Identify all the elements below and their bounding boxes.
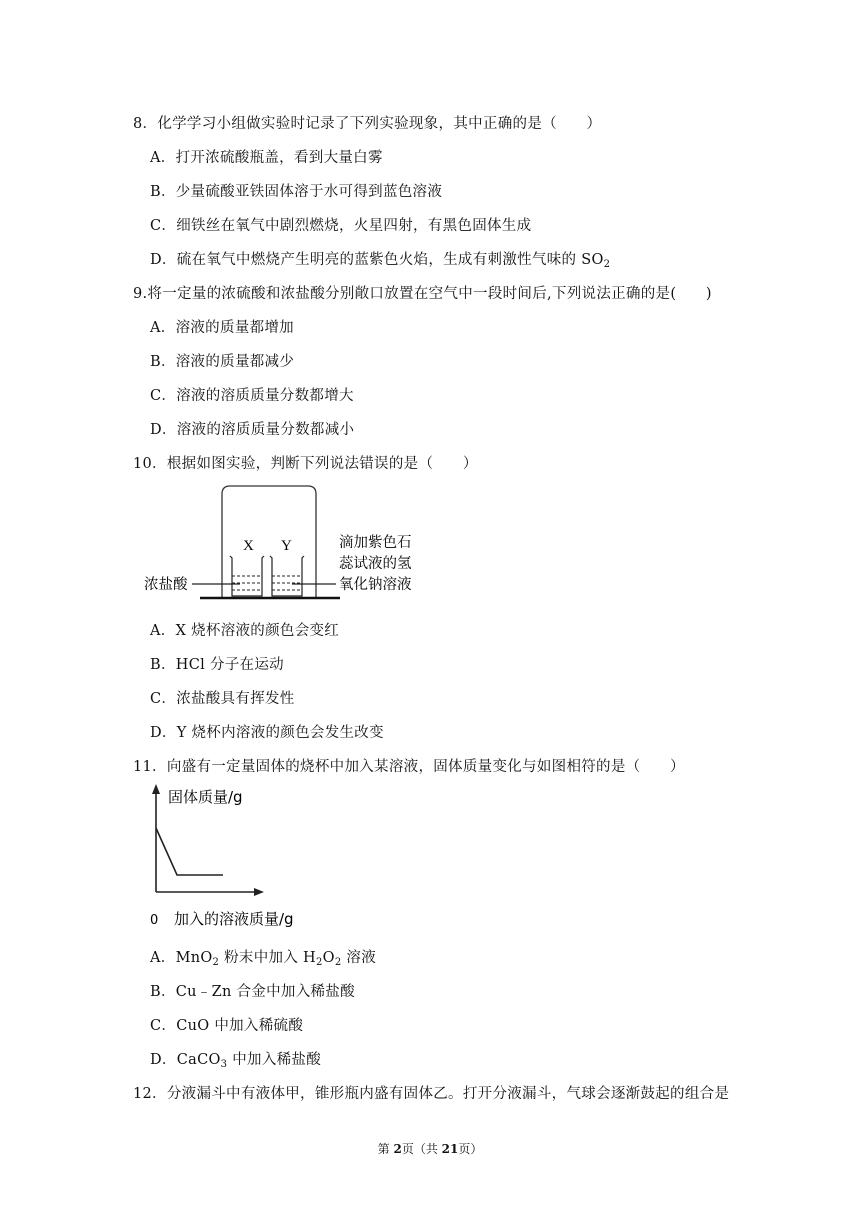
q11-option-a-sub3: 2	[334, 957, 342, 968]
q9-option-c: C．溶液的溶质质量分数都增大	[150, 388, 354, 404]
q11-option-a-sub1: 2	[212, 957, 220, 968]
q11-option-d-part1: D．CaCO	[150, 1052, 221, 1068]
beaker-y-label: Y	[281, 538, 292, 554]
q11-option-a	[150, 946, 376, 968]
q10-option-a: A．X 烧杯溶液的颜色会变红	[150, 623, 340, 639]
q11-option-a-sub2: 2	[315, 957, 323, 968]
q9-option-b: B．溶液的质量都减少	[150, 354, 295, 370]
q8-option-a: A．打开浓硫酸瓶盖，看到大量白雾	[150, 150, 383, 166]
solid-mass-curve	[156, 828, 223, 875]
q11-option-c: C．CuO 中加入稀硫酸	[150, 1018, 304, 1034]
naoh-label-line2: 蕊试液的氢	[339, 556, 412, 572]
q10-option-c: C．浓盐酸具有挥发性	[150, 691, 295, 707]
q8-option-d	[150, 248, 610, 270]
footer-total-pages: 21	[441, 1142, 459, 1156]
q11-option-a-part3: O	[322, 950, 335, 966]
beaker-y	[270, 556, 304, 596]
q9-option-a: A．溶液的质量都增加	[150, 320, 294, 336]
q11-option-d	[150, 1048, 321, 1070]
footer-pre: 第	[377, 1142, 394, 1156]
q11-option-d-part2: 中加入稀盐酸	[227, 1052, 322, 1068]
origin-label: 0	[150, 913, 159, 928]
q8-option-d-text: D．硫在氧气中燃烧产生明亮的蓝紫色火焰，生成有刺激性气味的 SO	[150, 252, 604, 268]
q10-stem: 10．根据如图实验，判断下列说法错误的是（ ）	[133, 456, 478, 472]
beaker-x-label: X	[243, 538, 254, 554]
q11-graph	[140, 782, 320, 930]
y-axis-arrow	[152, 784, 160, 794]
naoh-label-line3: 氧化钠溶液	[339, 577, 412, 593]
q9-option-d: D．溶液的溶质质量分数都减小	[150, 422, 355, 438]
q10-option-b: B．HCl 分子在运动	[150, 657, 284, 673]
y-axis-label: 固体质量/g	[168, 788, 243, 806]
q11-option-a-part2: 粉末中加入 H	[219, 950, 316, 966]
x-axis-label: 加入的溶液质量/g	[174, 910, 294, 928]
x-axis-arrow	[254, 888, 264, 896]
q10-option-d: D．Y 烧杯内溶液的颜色会发生改变	[150, 725, 384, 741]
q8-stem: 8．化学学习小组做实验时记录了下列实验现象，其中正确的是（ ）	[133, 116, 602, 132]
q11-option-d-sub: 3	[220, 1059, 228, 1070]
naoh-label-line1: 滴加紫色石	[339, 535, 412, 551]
footer-mid: 页（共	[401, 1142, 442, 1156]
q11-stem: 11．向盛有一定量固体的烧杯中加入某溶液，固体质量变化与如图相符的是（ ）	[133, 759, 685, 775]
q11-option-a-part1: A．MnO	[150, 950, 213, 966]
footer-page-number: 2	[393, 1142, 402, 1156]
q12-stem: 12．分液漏斗中有液体甲，锥形瓶内盛有固体乙。打开分液漏斗，气球会逐渐鼓起的组合是	[133, 1086, 730, 1102]
beaker-x	[230, 556, 264, 596]
footer-post: 页）	[458, 1142, 483, 1156]
q10-figure	[140, 480, 440, 605]
q8-option-d-subscript: 2	[603, 259, 611, 270]
q8-option-b: B．少量硫酸亚铁固体溶于水可得到蓝色溶液	[150, 184, 443, 200]
q11-option-b: B．Cu﹣Zn 合金中加入稀盐酸	[150, 984, 355, 1000]
page-footer	[0, 1140, 860, 1157]
q8-option-c: C．细铁丝在氧气中剧烈燃烧，火星四射，有黑色固体生成	[150, 218, 532, 234]
q11-option-a-part4: 溶液	[341, 950, 377, 966]
concentrated-hcl-label: 浓盐酸	[144, 577, 188, 593]
q9-stem: 9.将一定量的浓硫酸和浓盐酸分别敞口放置在空气中一段时间后,下列说法正确的是( )	[133, 286, 712, 302]
